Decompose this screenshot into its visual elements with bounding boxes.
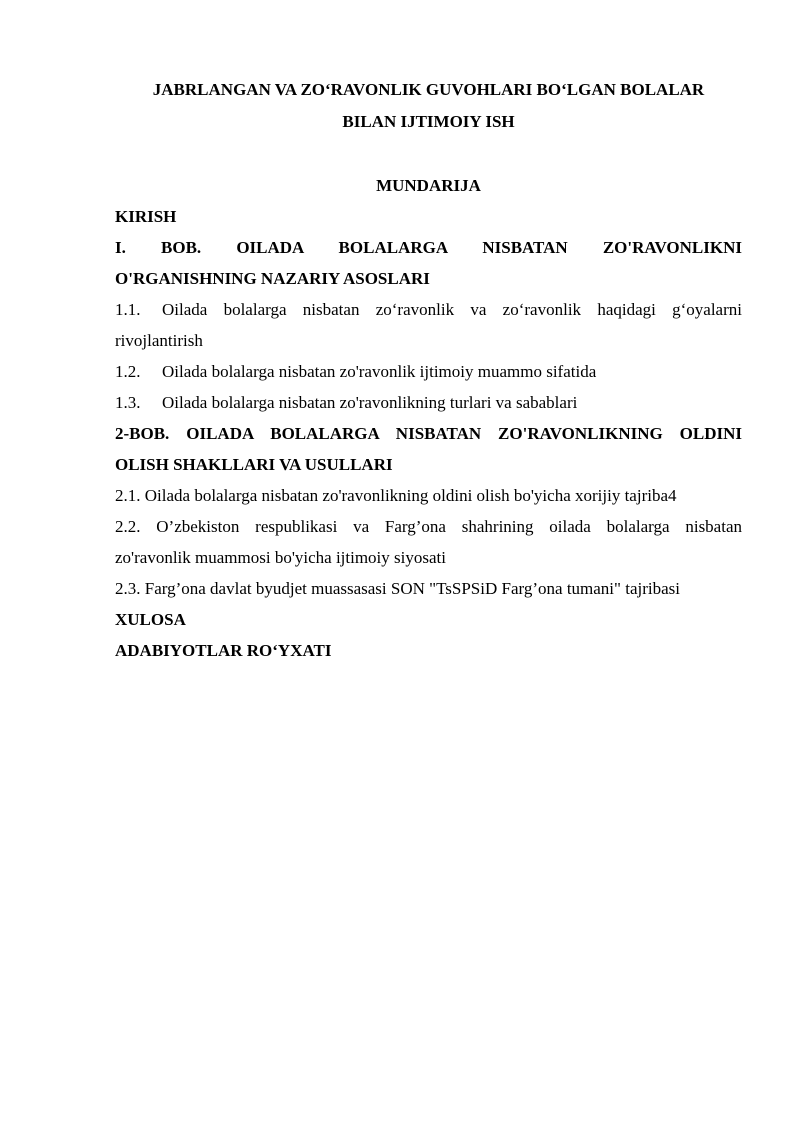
section-1-1-line-2: rivojlantirish (115, 331, 203, 350)
toc-entry-references: ADABIYOTLAR RO‘YXATI (115, 641, 332, 660)
toc-entry-chapter-1 (115, 232, 742, 294)
toc-entry-section-2-3: 2.3. Farg’ona davlat byudjet muassasasi SON "TsSPSiD Farg’ona tumani" tajribasi (115, 579, 680, 598)
title-line-2: BILAN IJTIMOIY ISH (342, 112, 515, 131)
title-line-1: JABRLANGAN VA ZO‘RAVONLIK GUVOHLARI BO‘LGAN BOLALAR (152, 80, 705, 99)
chapter-2-line-2: OLISH SHAKLLARI VA USULLARI (115, 455, 393, 474)
section-2-2-line-1: 2.2. O’zbekiston respublikasi va Farg’ona shahrining oilada bolalarga nisbatan (115, 517, 742, 536)
toc-entry-section-1-3 (115, 387, 742, 418)
section-1-1-number: 1.1. (115, 300, 141, 319)
toc-entry-section-2-1: 2.1. Oilada bolalarga nisbatan zo'ravonlikning oldini olish bo'yicha xorijiy tajriba4 (115, 486, 677, 505)
section-1-2-text: Oilada bolalarga nisbatan zo'ravonlik ijtimoiy muammo sifatida (162, 362, 597, 381)
toc-entry-section-1-1 (115, 294, 742, 356)
section-1-3-text: Oilada bolalarga nisbatan zo'ravonlikning turlari va sabablari (162, 393, 578, 412)
toc-entry-intro: KIRISH (115, 207, 177, 226)
chapter-1-line-2: O'RGANISHNING NAZARIY ASOSLARI (115, 269, 430, 288)
section-2-2-line-2: zo'ravonlik muammosi bo'yicha ijtimoiy siyosati (115, 548, 446, 567)
toc-entry-chapter-2 (115, 418, 742, 480)
document-page (115, 74, 742, 666)
document-title (115, 74, 742, 138)
toc-entry-section-2-2 (115, 511, 742, 573)
chapter-1-line-1: I. BOB. OILADA BOLALARGA NISBATAN ZO'RAVONLIKNI (115, 238, 742, 257)
toc-entry-conclusion: XULOSA (115, 610, 186, 629)
toc-entry-section-1-2 (115, 356, 742, 387)
chapter-2-line-1: 2-BOB. OILADA BOLALARGA NISBATAN ZO'RAVONLIKNING OLDINI (115, 424, 742, 443)
section-1-1-line-1: Oilada bolalarga nisbatan zo‘ravonlik va zo‘ravonlik haqidagi g‘oyalarni (162, 300, 742, 319)
section-1-3-number: 1.3. (115, 393, 141, 412)
toc-heading: MUNDARIJA (376, 176, 481, 195)
section-1-2-number: 1.2. (115, 362, 141, 381)
